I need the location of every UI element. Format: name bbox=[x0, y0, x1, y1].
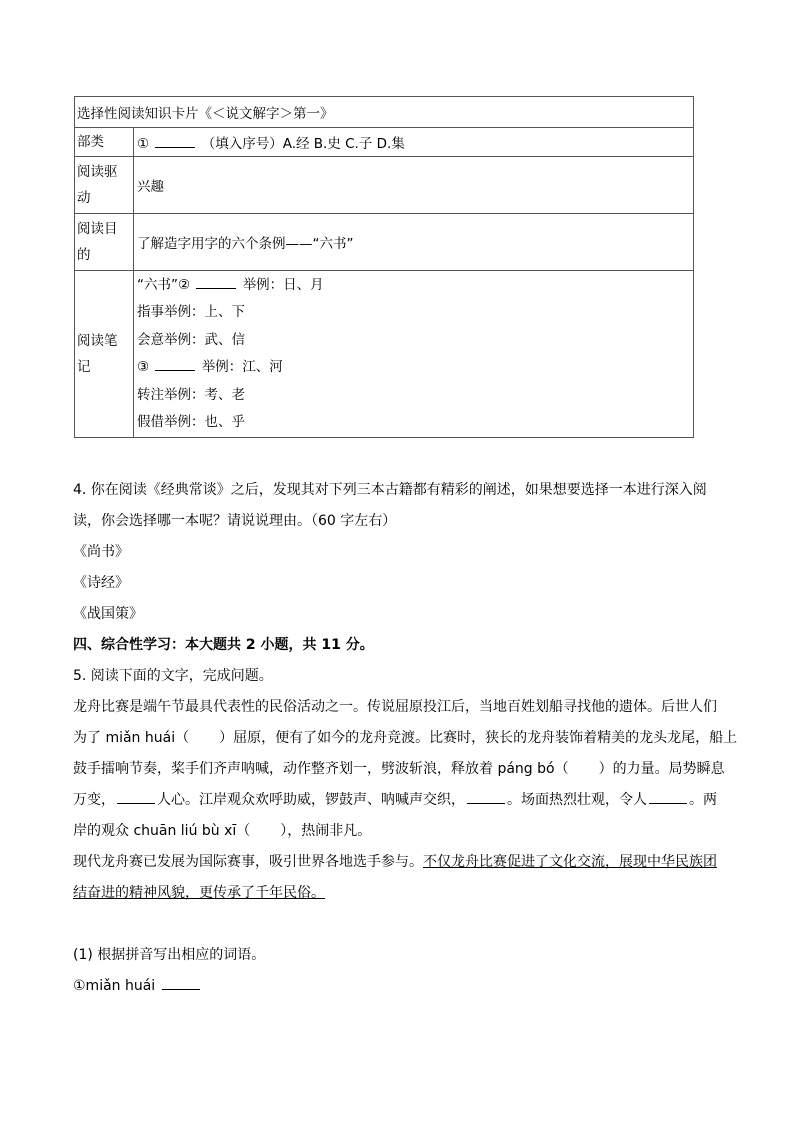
row-label-qudong: 阅读驱 动 bbox=[75, 157, 134, 214]
note-line: 指事举例：上、下 bbox=[137, 304, 245, 320]
q5-p1-line-3: 鼓手擂响节奏，桨手们齐声呐喊，动作整齐划一，劈波斩浪，释放着 páng bó（ ）的力量。局势瞬息 bbox=[73, 761, 725, 777]
q5-sub1: (1) 根据拼音写出相应的词语。 bbox=[73, 947, 266, 963]
answer-blank-4[interactable] bbox=[117, 789, 155, 804]
row-content-qudong: 兴趣 bbox=[134, 157, 694, 214]
note-line: 会意举例：武、信 bbox=[137, 331, 245, 348]
answer-blank-5[interactable] bbox=[467, 789, 505, 804]
q5-p1-line-2: 为了 miǎn huái（ ）屈原，便有了如今的龙舟竞渡。比赛时，狭长的龙舟装饰着精美的龙头龙尾，船上 bbox=[73, 730, 738, 746]
answer-blank-1[interactable] bbox=[155, 134, 195, 148]
note-line: ③ 举例：江、河 bbox=[137, 359, 283, 375]
answer-blank-6[interactable] bbox=[649, 789, 687, 804]
q4-option-2: 《诗经》 bbox=[73, 575, 129, 591]
row-label-biji: 阅读笔 记 bbox=[75, 271, 134, 438]
note-line: 转注举例：考、老 bbox=[137, 386, 245, 403]
q4-option-1: 《尚书》 bbox=[73, 544, 129, 560]
row-content-notes bbox=[134, 271, 694, 438]
row-label-mudi: 阅读目 的 bbox=[75, 214, 134, 271]
row-content-bulei: ① （填入序号）A.经 B.史 C.子 D.集 bbox=[134, 128, 694, 157]
q5-p2-line-2 bbox=[73, 878, 723, 909]
q5-p2-line-1: 现代龙舟赛已发展为国际赛事，吸引世界各地选手参与。不仅龙舟比赛促进了文化交流，展现中华民族团 bbox=[73, 854, 717, 870]
q5-sub1-item: ①miǎn huái bbox=[73, 971, 723, 1002]
table-title: 选择性阅读知识卡片《＜说文解字＞第一》 bbox=[75, 97, 694, 128]
q4-option-3: 《战国策》 bbox=[73, 606, 143, 622]
underlined-sentence: 不仅龙舟比赛促进了文化交流，展现中华民族团 bbox=[423, 854, 717, 870]
answer-blank-3[interactable] bbox=[155, 357, 195, 371]
section-4-heading: 四、综合性学习：本大题共 2 小题，共 11 分。 bbox=[73, 637, 374, 653]
q5-p1-line-5: 岸的观众 chuān liú bù xī（ ），热闹非凡。 bbox=[73, 823, 372, 839]
note-line: 假借举例：也、乎 bbox=[137, 414, 245, 430]
q5-p1-line-1: 龙舟比赛是端午节最具代表性的民俗活动之一。传说屈原投江后，当地百姓划船寻找他的遗体。后世人们 bbox=[73, 699, 717, 715]
answer-blank-7[interactable] bbox=[162, 975, 200, 990]
q5-p1-line-4: 万变， 人心。江岸观众欢呼助威，锣鼓声、呐喊声交织， 。场面热烈壮观，令人 。两 bbox=[73, 785, 723, 816]
knowledge-card-table bbox=[74, 96, 694, 438]
row-content-mudi: 了解造字用字的六个条例——“六书” bbox=[134, 214, 694, 271]
question-5-sub bbox=[73, 940, 723, 1002]
answer-blank-2[interactable] bbox=[196, 275, 236, 289]
note-line: “六书”② 举例：日、月 bbox=[137, 276, 324, 293]
row-label-bulei: 部类 bbox=[75, 128, 134, 157]
q5-intro: 5. 阅读下面的文字，完成问题。 bbox=[73, 668, 273, 684]
question-4 bbox=[73, 475, 738, 909]
q4-line-1: 4. 你在阅读《经典常谈》之后，发现其对下列三本古籍都有精彩的阐述，如果想要选择一本进行深入阅 bbox=[73, 482, 707, 498]
underlined-sentence-cont: 结奋进的精神风貌，更传承了千年民俗。 bbox=[73, 885, 325, 901]
q4-line-2: 读，你会选择哪一本呢？请说说理由。（60 字左右） bbox=[73, 513, 397, 529]
